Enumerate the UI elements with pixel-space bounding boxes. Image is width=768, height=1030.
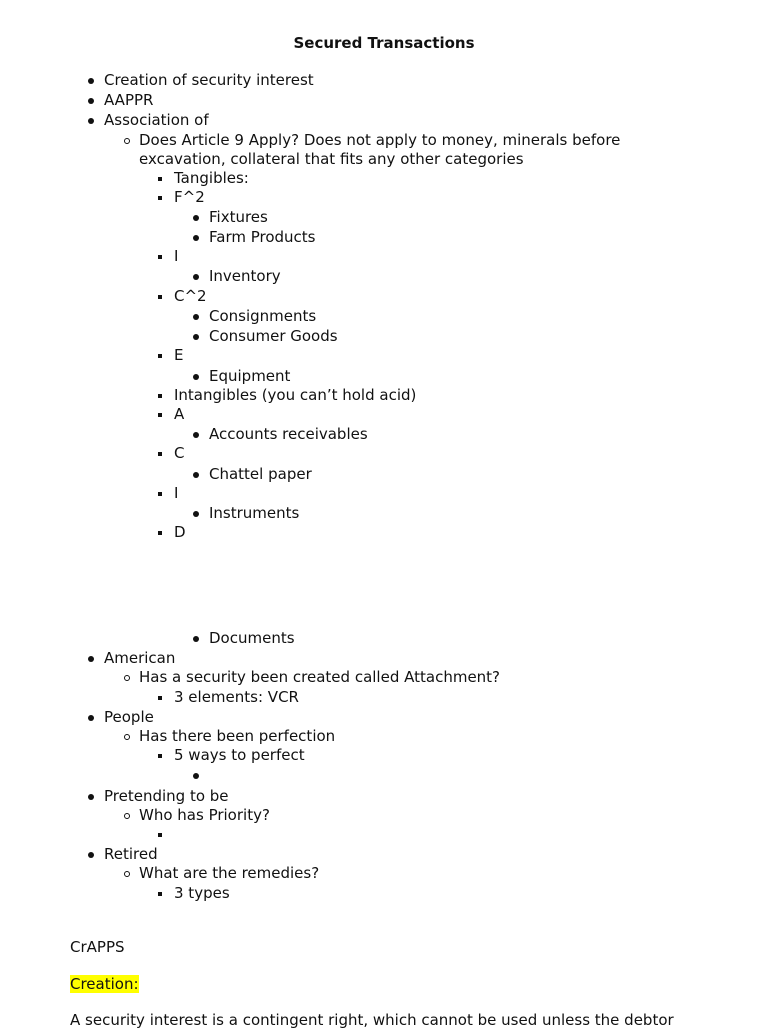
bullet-icon — [85, 110, 99, 130]
bullet-icon — [190, 366, 204, 386]
bullet-icon — [190, 207, 204, 227]
circle-bullet-icon — [122, 863, 136, 883]
bullet-icon — [85, 844, 99, 864]
bullet-icon — [190, 227, 204, 247]
highlighted-heading: Creation: — [70, 975, 139, 993]
bullet-icon — [85, 648, 99, 668]
bullet-icon — [190, 503, 204, 523]
bullet-icon — [85, 707, 99, 727]
document-page: Secured Transactions Creation of security interest AAPPR Association of Does Article 9 Apply? Does not apply to money, minerals before excavation, collateral that fits any other categories Tangibles: F^2 Fixtures Farm Products I Inventory C^2 Consignments Consumer Goods E Equipment Intangibles (you can’t hold acid) A Accounts receivables C Chattel paper I Instruments D Documents American Has a security been created called Attachment? 3 elements: VCR People Has there been perfection 5 ways to perfect Pretending to be Who has Priority? Retired What are the remedies? 3 types CrAPPS Creation: A security interest is a contingent right, which cannot be used unless the debtor — [0, 0, 768, 1024]
circle-bullet-icon — [122, 130, 136, 150]
square-bullet-icon — [156, 522, 170, 542]
body-paragraph: A security interest is a contingent right, which cannot be used unless the debtor — [70, 1011, 674, 1029]
bullet-icon — [85, 786, 99, 806]
square-bullet-icon — [156, 443, 170, 463]
bullet-icon — [190, 306, 204, 326]
square-bullet-icon — [156, 745, 170, 765]
circle-bullet-icon — [122, 805, 136, 825]
document-title: Secured Transactions — [293, 34, 475, 52]
square-bullet-icon — [156, 824, 170, 844]
bullet-icon — [85, 70, 99, 90]
square-bullet-icon — [156, 187, 170, 207]
acronym-line: CrAPPS — [70, 938, 125, 956]
square-bullet-icon — [156, 345, 170, 365]
bullet-icon — [190, 628, 204, 648]
square-bullet-icon — [156, 483, 170, 503]
square-bullet-icon — [156, 286, 170, 306]
bullet-icon — [190, 464, 204, 484]
bullet-icon — [85, 90, 99, 110]
square-bullet-icon — [156, 385, 170, 405]
bullet-icon — [190, 424, 204, 444]
square-bullet-icon — [156, 246, 170, 266]
bullet-icon — [190, 326, 204, 346]
section-heading — [70, 974, 139, 994]
square-bullet-icon — [156, 883, 170, 903]
circle-bullet-icon — [122, 667, 136, 687]
bullet-icon — [190, 765, 204, 785]
square-bullet-icon — [156, 687, 170, 707]
circle-bullet-icon — [122, 726, 136, 746]
square-bullet-icon — [156, 404, 170, 424]
bullet-icon — [190, 266, 204, 286]
square-bullet-icon — [156, 168, 170, 188]
